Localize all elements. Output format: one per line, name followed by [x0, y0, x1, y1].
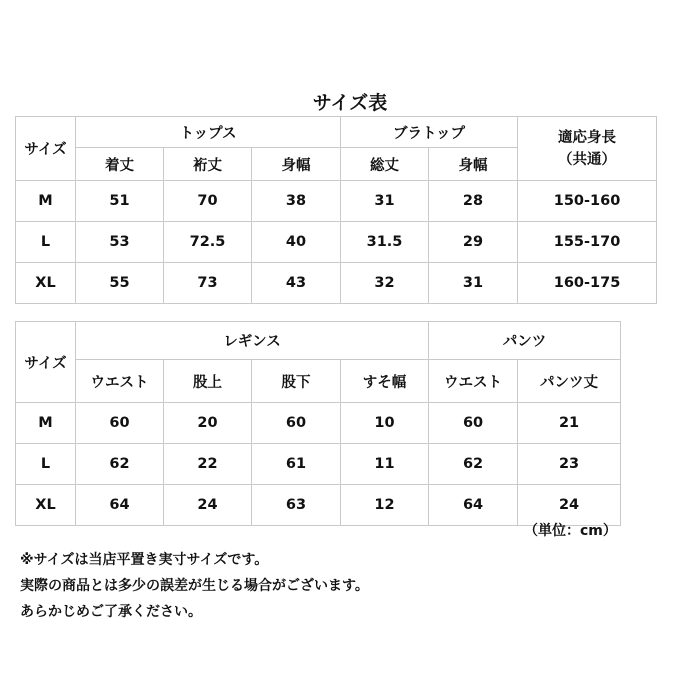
- size-column-header: サイズ: [16, 322, 76, 403]
- note-line: あらかじめご了承ください。: [20, 604, 202, 620]
- notes: [20, 547, 369, 625]
- size-column-header: サイズ: [16, 117, 76, 181]
- value-cell: 60: [429, 403, 518, 444]
- value-cell: 11: [341, 444, 429, 485]
- value-cell: 60: [76, 403, 164, 444]
- subheader-cell: ウエスト: [76, 360, 164, 403]
- group-header-tops: トップス: [76, 117, 341, 148]
- note-line: 実際の商品とは多少の誤差が生じる場合がございます。: [20, 578, 369, 594]
- size-cell: XL: [16, 263, 76, 304]
- size-cell: L: [16, 444, 76, 485]
- value-cell: 29: [429, 222, 518, 263]
- page-title: サイズ表: [312, 92, 388, 114]
- value-cell: 28: [429, 181, 518, 222]
- table-header-row: [16, 322, 621, 360]
- unit-label: （単位：cm）: [524, 523, 617, 539]
- subheader-cell: 着丈: [76, 148, 164, 181]
- value-cell: 40: [252, 222, 341, 263]
- subheader-cell: 総丈: [341, 148, 429, 181]
- value-cell: 63: [252, 485, 341, 526]
- value-cell: 22: [164, 444, 252, 485]
- value-cell: 60: [252, 403, 341, 444]
- value-cell: 24: [518, 485, 621, 526]
- value-cell: 62: [429, 444, 518, 485]
- value-cell: 32: [341, 263, 429, 304]
- table-row: [16, 444, 621, 485]
- value-cell: 24: [164, 485, 252, 526]
- table-row: [16, 263, 657, 304]
- subheader-cell: ウエスト: [429, 360, 518, 403]
- table-row: [16, 403, 621, 444]
- value-cell: 43: [252, 263, 341, 304]
- value-cell: 155-170: [518, 222, 657, 263]
- group-header-leggings: レギンス: [76, 322, 429, 360]
- value-cell: 160-175: [518, 263, 657, 304]
- group-header-height: [518, 117, 657, 181]
- value-cell: 150-160: [518, 181, 657, 222]
- table-subheader-row: [16, 360, 621, 403]
- value-cell: 31.5: [341, 222, 429, 263]
- value-cell: 73: [164, 263, 252, 304]
- value-cell: 70: [164, 181, 252, 222]
- value-cell: 62: [76, 444, 164, 485]
- note-line: ※サイズは当店平置き実寸サイズです。: [20, 552, 269, 568]
- size-cell: M: [16, 403, 76, 444]
- height-common-label: （共通）: [558, 151, 617, 168]
- table-row: [16, 181, 657, 222]
- value-cell: 38: [252, 181, 341, 222]
- subheader-cell: すそ幅: [341, 360, 429, 403]
- table-row: [16, 222, 657, 263]
- group-header-pants: パンツ: [429, 322, 621, 360]
- value-cell: 23: [518, 444, 621, 485]
- size-table-bottoms: [15, 321, 621, 526]
- subheader-cell: 身幅: [252, 148, 341, 181]
- size-cell: L: [16, 222, 76, 263]
- value-cell: 55: [76, 263, 164, 304]
- subheader-cell: パンツ丈: [518, 360, 621, 403]
- value-cell: 61: [252, 444, 341, 485]
- value-cell: 21: [518, 403, 621, 444]
- table-header-row: [16, 117, 657, 148]
- value-cell: 31: [341, 181, 429, 222]
- size-table-tops: [15, 116, 657, 304]
- value-cell: 20: [164, 403, 252, 444]
- value-cell: 64: [76, 485, 164, 526]
- subheader-cell: 股上: [164, 360, 252, 403]
- height-label: 適応身長: [558, 129, 617, 146]
- value-cell: 12: [341, 485, 429, 526]
- size-cell: M: [16, 181, 76, 222]
- subheader-cell: 裄丈: [164, 148, 252, 181]
- group-header-bratop: ブラトップ: [341, 117, 518, 148]
- value-cell: 10: [341, 403, 429, 444]
- value-cell: 64: [429, 485, 518, 526]
- value-cell: 53: [76, 222, 164, 263]
- value-cell: 51: [76, 181, 164, 222]
- size-cell: XL: [16, 485, 76, 526]
- value-cell: 72.5: [164, 222, 252, 263]
- value-cell: 31: [429, 263, 518, 304]
- subheader-cell: 股下: [252, 360, 341, 403]
- subheader-cell: 身幅: [429, 148, 518, 181]
